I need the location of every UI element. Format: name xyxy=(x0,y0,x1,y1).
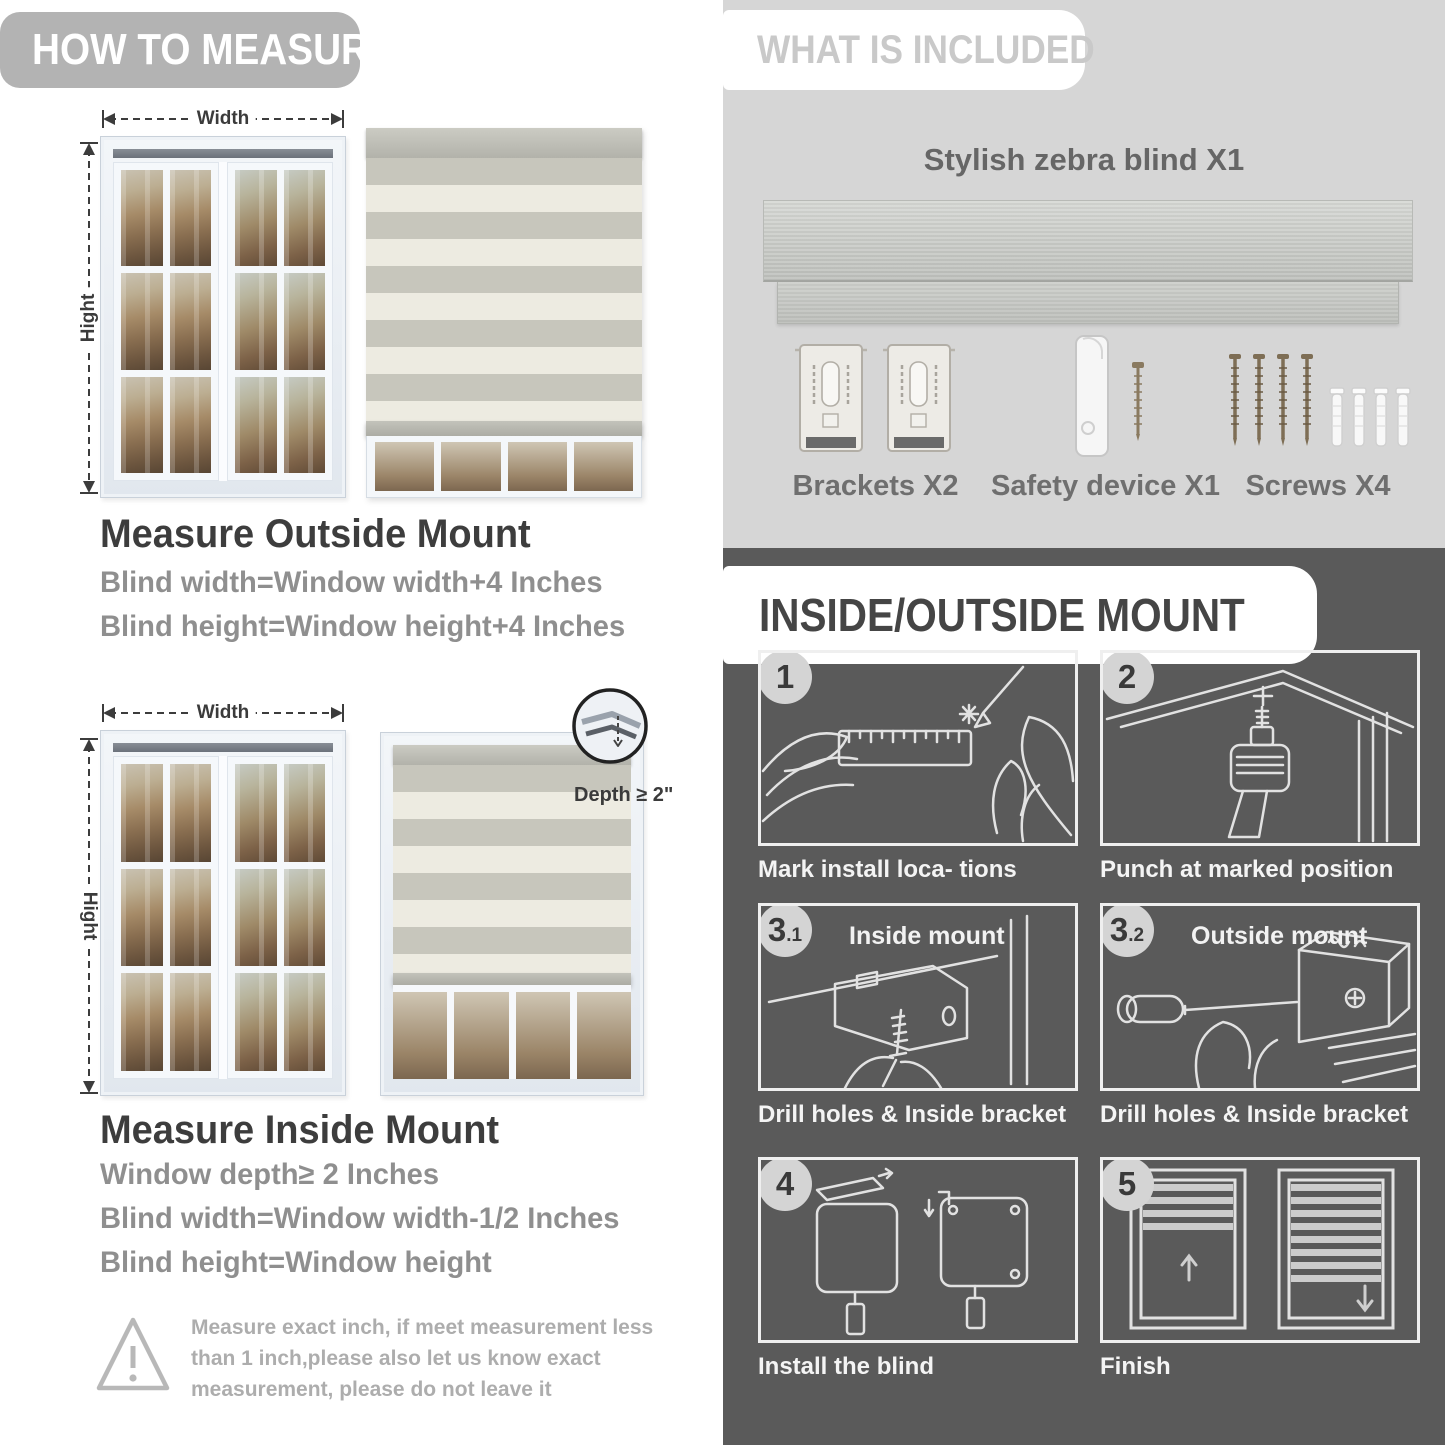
inside-mount-line: Window depth≥ 2 Inches xyxy=(100,1158,440,1191)
included-item-safety-device xyxy=(988,332,1223,503)
window-sashes xyxy=(113,162,333,481)
warning-text: Measure exact inch, if meet measurement less than 1 inch,please also let us know exact measurement, please do not leave it xyxy=(191,1316,654,1401)
step-3-1 xyxy=(758,903,1078,1129)
step-number-badge: 2 xyxy=(1100,650,1154,704)
step-caption: Mark install loca- tions xyxy=(758,856,1017,883)
step-1-panel xyxy=(758,650,1078,846)
inside-mount-line: Blind width=Window width-1/2 Inches xyxy=(100,1202,620,1235)
window-sash xyxy=(227,162,333,481)
measure-warning xyxy=(95,1312,653,1405)
depth-label: Depth ≥ 2" xyxy=(574,784,674,806)
headrail-fascia xyxy=(777,282,1399,324)
window-bottom-peek xyxy=(366,436,642,498)
inside-blind xyxy=(393,745,631,985)
window-sash xyxy=(113,162,219,481)
step-caption: Install the blind xyxy=(758,1353,935,1380)
inside-outside-mount-section xyxy=(723,548,1445,1445)
included-item-label: Screws X4 xyxy=(1245,470,1391,502)
height-arrow xyxy=(78,140,100,496)
headrail-cassette xyxy=(763,200,1413,282)
included-item-label: Brackets X2 xyxy=(792,470,959,502)
window-top-track xyxy=(113,743,333,752)
outside-mount-figure xyxy=(78,108,644,500)
bracket-icon xyxy=(793,336,959,460)
window-top-track xyxy=(113,149,333,158)
warning-triangle-icon xyxy=(95,1312,171,1398)
step-1 xyxy=(758,650,1078,884)
width-arrow xyxy=(100,702,346,724)
headrail-illustration xyxy=(763,200,1413,324)
step-number-badge: 3 .1 xyxy=(758,903,812,957)
step-number-badge: 5 xyxy=(1100,1157,1154,1211)
included-item-brackets xyxy=(763,332,988,503)
inside-outside-mount-title: INSIDE/OUTSIDE MOUNT xyxy=(759,589,1245,641)
screws-icon xyxy=(1225,340,1411,460)
width-arrow-label: Width xyxy=(191,702,256,724)
how-to-measure-header xyxy=(0,12,395,88)
step-3-2 xyxy=(1100,903,1420,1129)
step-2-panel xyxy=(1100,650,1420,846)
depth-magnifier-icon xyxy=(570,686,650,766)
blind-bottom-rail xyxy=(366,421,642,436)
step-number-badge: 3 .2 xyxy=(1100,903,1154,957)
step-4 xyxy=(758,1157,1078,1381)
what-is-included-header xyxy=(723,10,1095,90)
included-item-label: Safety device X1 xyxy=(991,470,1220,502)
width-arrow xyxy=(100,108,346,130)
blind-bottom-rail xyxy=(393,973,631,985)
how-to-measure-title: HOW TO MEASURE xyxy=(32,25,395,74)
window-illustration xyxy=(100,730,346,1096)
step-3-2-panel xyxy=(1100,903,1420,1091)
step-number-badge: 1 xyxy=(758,650,812,704)
window-bottom-peek xyxy=(393,985,631,1079)
width-arrow-label: Width xyxy=(191,108,256,130)
inside-mount-figure xyxy=(78,702,674,1102)
included-item-screws xyxy=(1223,332,1413,503)
step-caption: Finish xyxy=(1100,1353,1171,1380)
product-label: Stylish zebra blind X1 xyxy=(923,142,1245,177)
step-caption: Drill holes & Inside bracket xyxy=(758,1101,1067,1128)
outside-mount-line: Blind width=Window width+4 Inches xyxy=(100,566,603,599)
outside-mount-line: Blind height=Window height+4 Inches xyxy=(100,610,626,643)
window-sashes xyxy=(113,756,333,1079)
window-sash xyxy=(113,756,219,1079)
height-arrow xyxy=(78,736,100,1096)
inside-mount-line: Blind height=Window height xyxy=(100,1246,492,1279)
what-is-included-title: WHAT IS INCLUDED xyxy=(757,28,1095,72)
included-items xyxy=(763,332,1413,503)
step-4-panel xyxy=(758,1157,1078,1343)
window-sash xyxy=(227,756,333,1079)
step-3-1-panel xyxy=(758,903,1078,1091)
step-5 xyxy=(1100,1157,1420,1381)
zebra-blind-illustration xyxy=(366,128,642,498)
blind-stripes xyxy=(366,158,642,421)
window-illustration xyxy=(100,136,346,498)
height-arrow-label: Hight xyxy=(78,288,100,349)
step-title: Inside mount xyxy=(849,922,1005,950)
height-arrow-label: Hight xyxy=(78,886,100,947)
safety-device-icon xyxy=(1050,334,1162,460)
outside-mount-title: Measure Outside Mount xyxy=(100,512,531,556)
what-is-included-section xyxy=(723,0,1445,548)
blind-cassette xyxy=(366,128,642,158)
step-caption: Punch at marked position xyxy=(1100,856,1394,883)
inside-mount-title: Measure Inside Mount xyxy=(100,1108,500,1152)
step-number-badge: 4 xyxy=(758,1157,812,1211)
step-title: Outside mount xyxy=(1191,922,1368,950)
step-caption: Drill holes & Inside bracket xyxy=(1100,1101,1409,1128)
step-5-panel xyxy=(1100,1157,1420,1343)
step-2 xyxy=(1100,650,1420,884)
